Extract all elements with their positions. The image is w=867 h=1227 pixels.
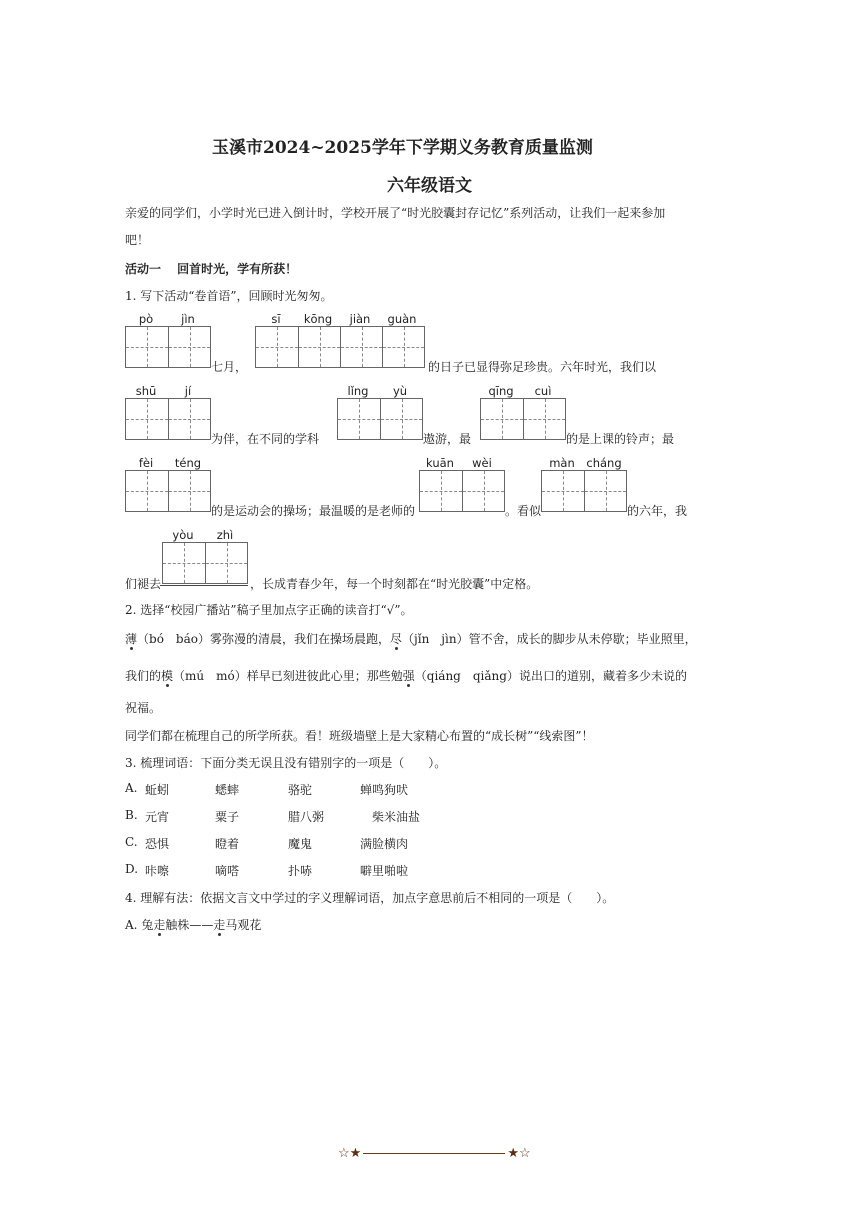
option-word: 恐惧: [145, 837, 170, 851]
star-icon: ☆★: [338, 1146, 362, 1161]
writing-box-qingcui[interactable]: [480, 398, 566, 440]
pinyin-chang: cháng: [586, 456, 622, 470]
footer-divider: [338, 1146, 531, 1161]
intro-line-1: 亲爱的同学们，小学时光已进入倒计时，学校开展了“时光胶囊封存记忆”系列活动，让我们一起来参加: [125, 206, 666, 220]
pinyin-choice[interactable]: （qiáng qiǎng）: [414, 669, 519, 683]
pinyin-po: pò: [138, 312, 154, 326]
option-label: B.: [125, 808, 138, 822]
q1-text-r3c: 的六年，我: [627, 504, 688, 518]
pinyin-si: sī: [271, 312, 281, 326]
pinyin-choice[interactable]: （jǐn jìn）: [402, 632, 469, 646]
q2-l2-t0: 我们的: [125, 669, 162, 683]
dotted-char: 强: [402, 669, 415, 683]
writing-box-pojin[interactable]: [125, 326, 211, 368]
intro-line-2: 吧！: [125, 233, 150, 247]
option-word: 嘀嗒: [215, 864, 240, 878]
option-word: 满脸横肉: [360, 837, 409, 851]
q1-text-r3a: 的是运动会的操场；最温暖的是老师的: [211, 504, 416, 518]
q1-text-r2a: 为伴，在不同的学科: [211, 432, 320, 446]
activity-one-heading: 活动一 回首时光，学有所获！: [125, 262, 298, 276]
option-word: 柴米油盐: [372, 810, 421, 824]
q1-text-r4a: 们褪去: [125, 577, 162, 591]
option-label: C.: [125, 835, 138, 849]
q1-text-r2b: 遨游，最: [423, 432, 472, 446]
pinyin-shu: shū: [135, 384, 157, 398]
option-word: 元宵: [145, 810, 170, 824]
writing-box-shuji[interactable]: [125, 398, 211, 440]
dotted-char: 薄: [125, 632, 138, 646]
q2-l2-t1: 样早已刻进彼此心里；那些勉: [246, 669, 403, 683]
pinyin-kuan: kuān: [426, 456, 454, 470]
pinyin-fei: fèi: [138, 456, 154, 470]
option-label: A.: [125, 918, 138, 932]
dotted-char: 模: [161, 669, 174, 683]
dotted-char: 走: [213, 918, 226, 932]
q2-line-1: [125, 630, 697, 647]
pinyin-jin: jìn: [181, 312, 195, 326]
pinyin-choice[interactable]: （bó báo）: [137, 632, 210, 646]
q4-a-c3: 马观花: [225, 918, 262, 932]
answer-underline: [160, 585, 248, 586]
question-3-stem: 3. 梳理词语：下面分类无误且没有错别字的一项是（ ）。: [125, 756, 447, 770]
option-word: 蝉鸣狗吠: [360, 783, 409, 797]
question-4-stem: 4. 理解有法：依据文言文中学过的字义理解词语，加点字意思前后不相同的一项是（ ）。: [125, 891, 615, 905]
writing-box-lingyu[interactable]: [337, 398, 423, 440]
pinyin-choice[interactable]: （mú mó）: [173, 669, 247, 683]
option-word: 粟子: [215, 810, 240, 824]
q1-text-r1a: 七月，: [211, 360, 248, 374]
pinyin-teng: téng: [174, 456, 202, 470]
q4-a-c1: 兔: [141, 918, 154, 932]
option-word: 蚯蚓: [145, 783, 170, 797]
page-subtitle: 六年级语文: [387, 176, 472, 196]
option-word: 咔嚓: [145, 864, 170, 878]
dotted-char: 尽: [390, 632, 403, 646]
pinyin-kong: kōng: [303, 312, 333, 326]
option-word: 瞪着: [215, 837, 240, 851]
question-1-stem: 1. 写下活动“卷首语”，回顾时光匆匆。: [125, 289, 333, 303]
option-word: 噼里啪啦: [360, 864, 409, 878]
option-label: A.: [125, 781, 138, 795]
option-label: D.: [125, 862, 139, 876]
q1-text-r2c: 的是上课的铃声；最: [566, 432, 675, 446]
option-word: 蟋蟀: [215, 783, 240, 797]
pinyin-zhi: zhì: [216, 528, 234, 542]
pinyin-man: màn: [549, 456, 575, 470]
question-2-stem: 2. 选择“校园广播站”稿子里加点字正确的读音打“√”。: [125, 603, 413, 617]
q1-text-r3b: 。看似: [505, 504, 542, 518]
q1-text-r1b: 的日子已显得弥足珍贵。六年时光，我们以: [428, 360, 657, 374]
page-title: 玉溪市2024~2025学年下学期义务教育质量监测: [212, 138, 593, 158]
pinyin-cui: cuì: [534, 384, 552, 398]
q2-line-2: [125, 667, 687, 684]
q2-line-3: 祝福。: [125, 701, 162, 715]
pinyin-yu: yù: [392, 384, 408, 398]
pinyin-guan: guàn: [387, 312, 417, 326]
writing-box-kuanwei[interactable]: [419, 470, 505, 512]
pinyin-jian: jiàn: [349, 312, 371, 326]
transition-text: 同学们都在梳理自己的所学所获。看！班级墙壁上是大家精心布置的“成长树”“线索图”！: [125, 729, 594, 743]
pinyin-qing: qīng: [488, 384, 514, 398]
q2-l1-t2: 管不舍，成长的脚步从未停歇；毕业照里，: [468, 632, 697, 646]
option-word: 扑哧: [288, 864, 313, 878]
star-icon: ★☆: [507, 1146, 531, 1161]
q4-option-a[interactable]: [125, 916, 261, 933]
option-word: 骆驼: [288, 783, 313, 797]
divider-line: [363, 1153, 505, 1154]
pinyin-you: yòu: [172, 528, 194, 542]
option-word: 魔鬼: [288, 837, 313, 851]
q2-l2-t2: 说出口的道别，藏着多少未说的: [518, 669, 687, 683]
writing-box-youzhi[interactable]: [162, 542, 248, 584]
q1-text-r4b: ，长成青春少年，每一个时刻都在“时光胶囊”中定格。: [250, 577, 539, 591]
dotted-char: 走: [153, 918, 166, 932]
q4-a-c2: 触株——: [165, 918, 214, 932]
pinyin-wei: wèi: [472, 456, 492, 470]
option-word: 腊八粥: [288, 810, 325, 824]
writing-box-feiteng[interactable]: [125, 470, 211, 512]
pinyin-ling: lǐng: [347, 384, 369, 398]
pinyin-ji: jí: [184, 384, 192, 398]
q2-l1-t1: 雾弥漫的清晨，我们在操场晨跑，: [209, 632, 390, 646]
writing-box-sikongjianguan[interactable]: [255, 326, 425, 368]
writing-box-manchang[interactable]: [541, 470, 627, 512]
